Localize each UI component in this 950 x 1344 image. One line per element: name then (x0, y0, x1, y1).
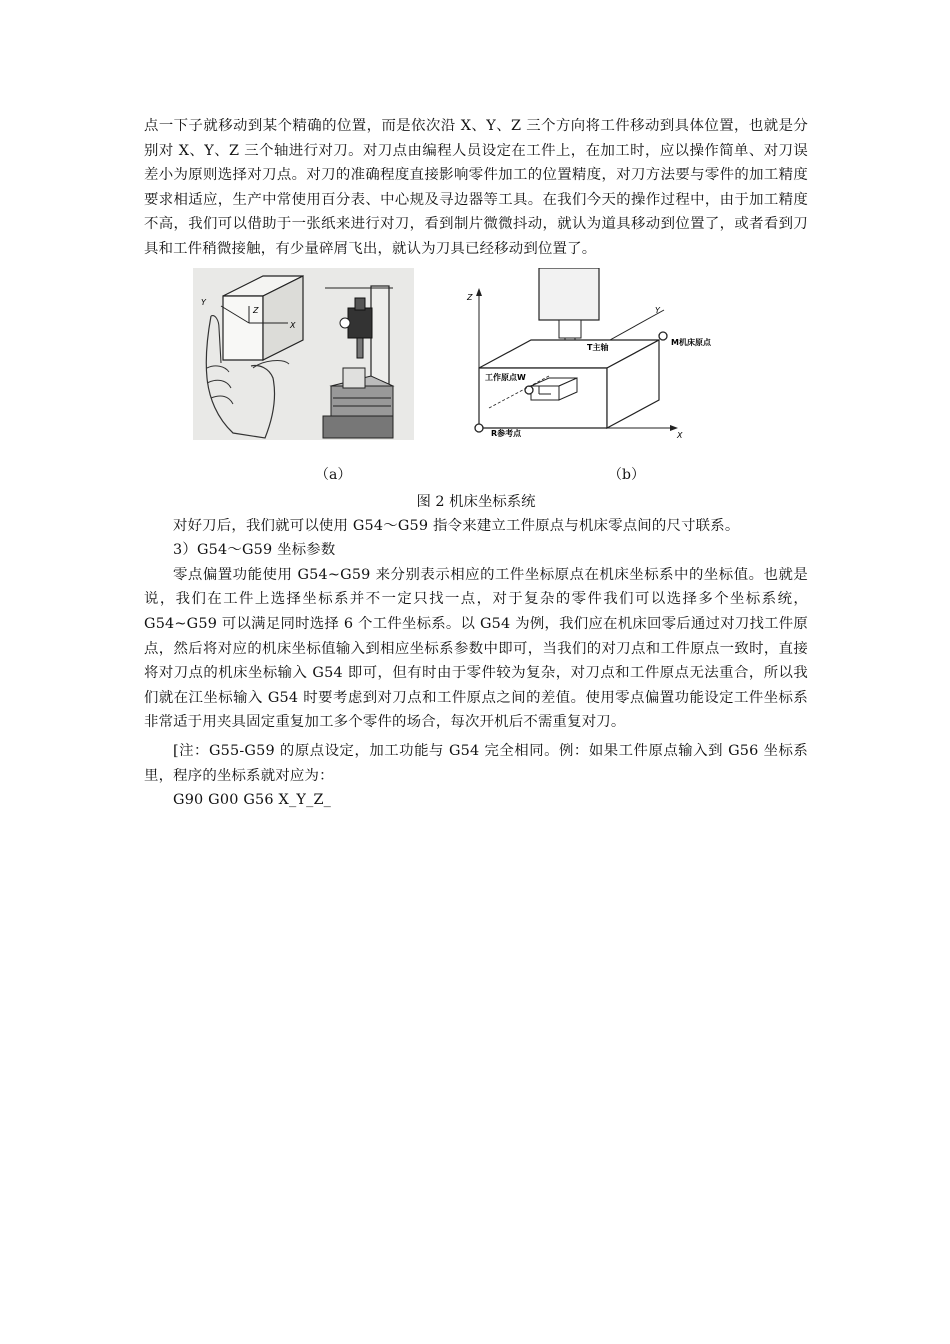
fig-b-z-label: Z (467, 292, 473, 302)
paragraph-zero-offset: 零点偏置功能使用 G54~G59 来分别表示相应的工件坐标原点在机床坐标系中的坐标值。也就是说，我们在工件上选择坐标系并不一定只找一点，对于复杂的零件我们可以选择多个坐标系统，G54~G59 可以满足同时选择 6 个工件坐标系。以 G54 为例，我们应在机床回零后通过对刀找工件原点，然后将对应的机床坐标值输入到相应坐标系参数中即可，当我们的对刀点和工件原点一致时，直接将对刀点的机床坐标输入 G54 即可，但有时由于零件较为复杂，对刀点和工件原点无法重合，所以我们就在江坐标输入 G54 时要考虑到对刀点和工件原点之间的差值。使用零点偏置功能设定工件坐标系非常适于用夹具固定重复加工多个零件的场合，每次开机后不需重复对刀。 (144, 566, 808, 731)
document-page (144, 114, 808, 813)
fig-a-x-label: X (290, 320, 296, 330)
reference-point-label: R参考点 (491, 428, 522, 438)
fig-b-x-label: X (677, 430, 683, 440)
section-heading: 3）G54～G59 坐标参数 (173, 542, 336, 559)
spindle-label: T主轴 (587, 342, 609, 352)
caption-b: （b） (608, 466, 645, 483)
paragraph-after-tool-setting: 对好刀后，我们就可以使用 G54～G59 指令来建立工件原点与机床零点间的尺寸联系。 (173, 517, 740, 534)
code-line: G90 G00 G56 X_Y_Z_ (173, 792, 332, 809)
paragraph-note: [注：G55-G59 的原点设定，加工功能与 G54 完全相同。例：如果工件原点输入到 G56 坐标系里，程序的坐标系就对应为： (144, 742, 808, 784)
fig-a-y-label: Y (201, 297, 206, 307)
figure-2 (144, 268, 808, 498)
machine-origin-label: M机床原点 (671, 337, 711, 347)
fig-a-z-label: Z (253, 305, 259, 315)
work-origin-label: 工作原点W (485, 372, 526, 382)
figure-a-image (193, 268, 414, 440)
figure-b-image (459, 268, 734, 440)
figure-title: 图 2 机床坐标系统 (416, 493, 536, 510)
paragraph-intro: 点一下子就移动到某个精确的位置，而是依次沿 X、Y、Z 三个方向将工件移动到具体位置，也就是分别对 X、Y、Z 三个轴进行对刀。对刀点由编程人员设定在工件上，在加工时，应以操作简单、对刀误差小为原则选择对刀点。对刀的准确程度直接影响零件加工的位置精度，对刀方法要与零件的加工精度要求相适应，生产中常使用百分表、中心规及寻边器等工具。在我们今天的操作过程中，由于加工精度不高，我们可以借助于一张纸来进行对刀，看到制片微微抖动，就认为道具移动到位置了，或者看到刀具和工件稍微接触，有少量碎屑飞出，就认为刀具已经移动到位置了。 (144, 118, 808, 257)
fig-b-y-label: Y (655, 305, 660, 315)
caption-a: （a） (315, 466, 352, 483)
